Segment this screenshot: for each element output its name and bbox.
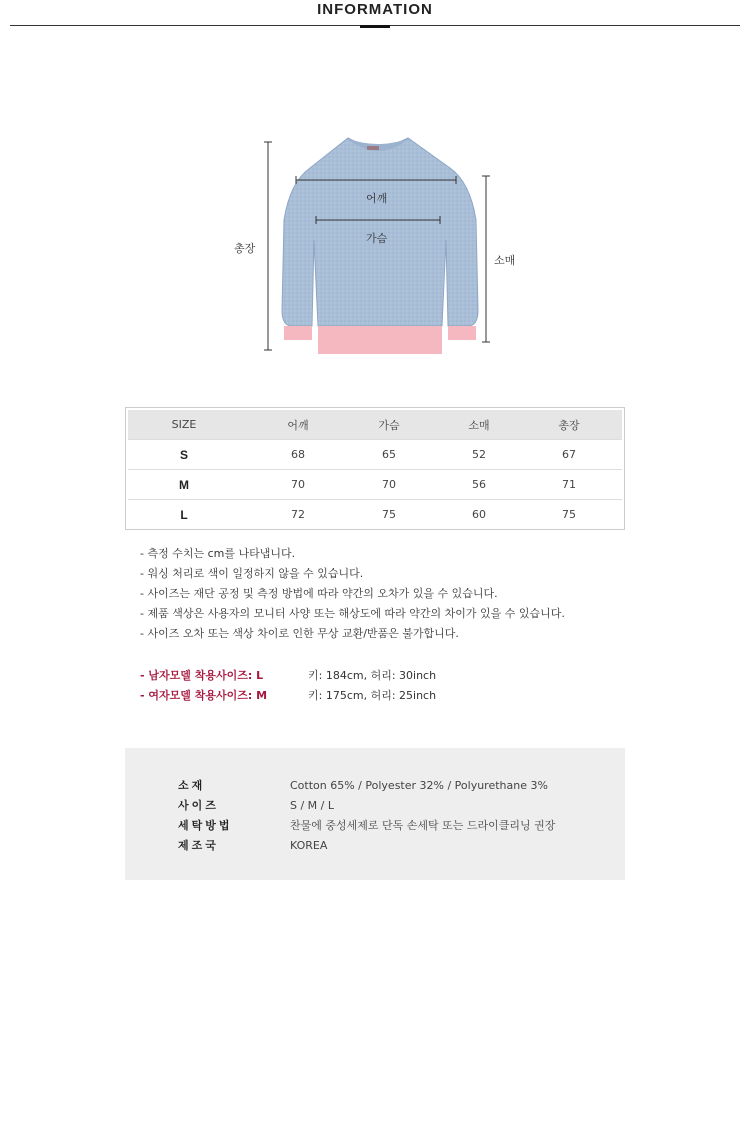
size-table bbox=[125, 407, 625, 530]
sweater-left-cuff bbox=[284, 326, 312, 340]
shoulder-label: 어깨 bbox=[366, 192, 388, 205]
model-size-label: - 남자모델 착용사이즈: L bbox=[140, 669, 264, 682]
table-row bbox=[128, 499, 622, 529]
value-cell: 65 bbox=[382, 448, 396, 461]
header-accent-bar bbox=[360, 25, 390, 28]
female-model-info bbox=[140, 684, 740, 704]
value-cell: 70 bbox=[291, 478, 305, 491]
size-cell: M bbox=[179, 477, 189, 492]
header-cell: 어깨 bbox=[287, 418, 309, 432]
sweater-waist-band bbox=[318, 326, 442, 354]
table-row bbox=[128, 439, 622, 469]
header-cell: 가슴 bbox=[378, 418, 400, 432]
model-spec: 키: 184cm, 허리: 30inch bbox=[308, 669, 437, 682]
info-key: 제조국 bbox=[178, 839, 219, 852]
total-length-label: 총장 bbox=[234, 242, 256, 255]
note-item: - 사이즈는 재단 공정 및 측정 방법에 따라 약간의 오차가 있을 수 있습니다. bbox=[140, 587, 498, 600]
note-item: - 제품 색상은 사용자의 모니터 사양 또는 해상도에 따라 약간의 차이가 있을 수 있습니다. bbox=[140, 607, 565, 620]
info-row-washing bbox=[178, 814, 555, 834]
note-item: - 사이즈 오차 또는 색상 차이로 인한 무상 교환/반품은 불가합니다. bbox=[140, 627, 459, 640]
info-key: 사이즈 bbox=[178, 799, 219, 812]
header-cell: 총장 bbox=[558, 418, 580, 432]
sweater-measurement-diagram bbox=[230, 130, 520, 370]
model-spec: 키: 175cm, 허리: 25inch bbox=[308, 689, 437, 702]
chest-label: 가슴 bbox=[366, 232, 388, 245]
info-key: 세탁방법 bbox=[178, 819, 233, 832]
value-cell: 56 bbox=[472, 478, 486, 491]
size-cell: L bbox=[180, 507, 188, 522]
value-cell: 72 bbox=[291, 508, 305, 521]
sleeve-label: 소매 bbox=[494, 254, 516, 267]
info-row-material bbox=[178, 774, 548, 794]
info-value: Cotton 65% / Polyester 32% / Polyurethane 3% bbox=[290, 779, 548, 792]
value-cell: 75 bbox=[382, 508, 396, 521]
size-notes bbox=[140, 544, 740, 644]
table-row bbox=[128, 469, 622, 499]
info-value: 찬물에 중성세제로 단독 손세탁 또는 드라이클리닝 권장 bbox=[290, 819, 556, 832]
info-key: 소재 bbox=[178, 779, 206, 792]
model-size-label: - 여자모델 착용사이즈: M bbox=[140, 689, 268, 702]
size-cell: S bbox=[179, 447, 188, 462]
note-item: - 워싱 처리로 색이 일정하지 않을 수 있습니다. bbox=[140, 567, 364, 580]
sweater-neck-tag bbox=[367, 146, 379, 150]
value-cell: 75 bbox=[562, 508, 576, 521]
value-cell: 70 bbox=[382, 478, 396, 491]
value-cell: 52 bbox=[472, 448, 486, 461]
info-value: KOREA bbox=[290, 839, 328, 852]
note-item: - 측정 수치는 cm를 나타냅니다. bbox=[140, 547, 296, 560]
header-title: INFORMATION bbox=[317, 1, 433, 18]
size-table-header bbox=[128, 410, 622, 439]
value-cell: 60 bbox=[472, 508, 486, 521]
info-row-size bbox=[178, 794, 334, 814]
value-cell: 71 bbox=[562, 478, 576, 491]
male-model-info bbox=[140, 664, 740, 684]
sweater-illustration bbox=[230, 130, 520, 370]
header-cell: 소매 bbox=[468, 418, 490, 432]
header-cell: SIZE bbox=[171, 418, 197, 431]
value-cell: 68 bbox=[291, 448, 305, 461]
info-value: S / M / L bbox=[290, 799, 334, 812]
info-row-origin bbox=[178, 834, 327, 854]
value-cell: 67 bbox=[562, 448, 576, 461]
product-info-box bbox=[125, 748, 625, 880]
sweater-right-cuff bbox=[448, 326, 476, 340]
